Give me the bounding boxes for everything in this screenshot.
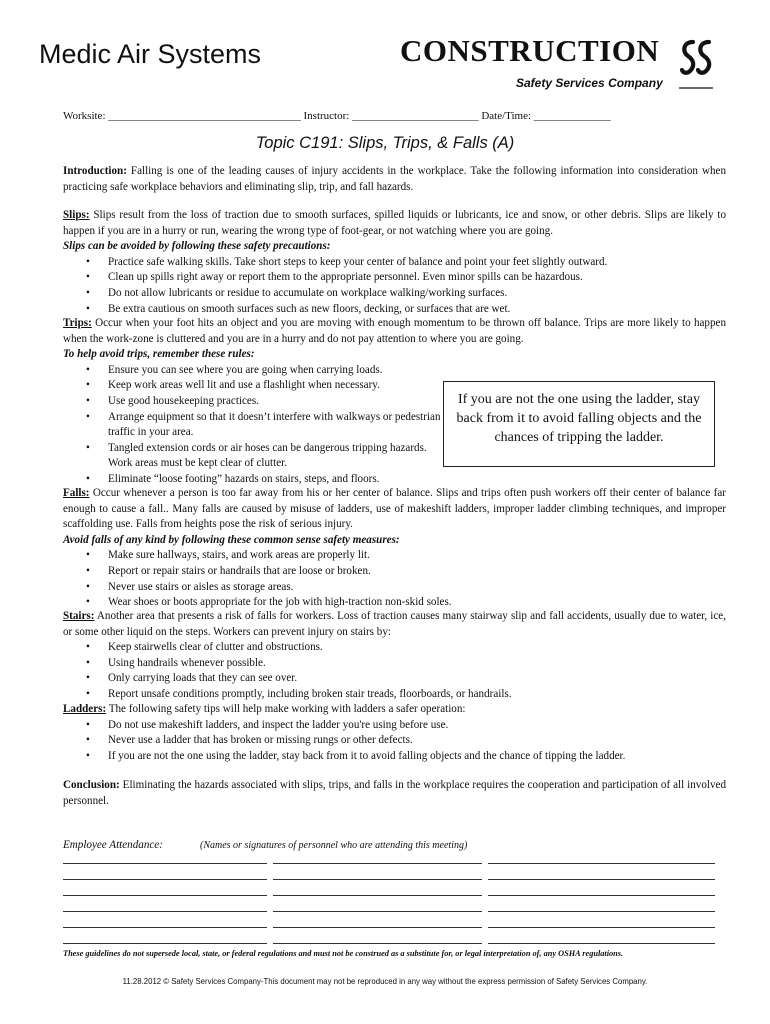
- list-item: • Do not allow lubricants or residue to accumulate on workplace walking/working surfaces.: [63, 286, 726, 302]
- company-logo: [400, 34, 728, 94]
- list-item: • Report or repair stairs or handrails that are loose or broken.: [63, 564, 726, 580]
- signature-line[interactable]: [63, 863, 267, 864]
- employee-attendance-note: (Names or signatures of personnel who are attending this meeting): [200, 840, 468, 851]
- falls-text: Occur whenever a person is too far away from his or her center of balance. Slips and trips often push workers off their center of balance far enough to cause a fall.. Many falls are caused by misuse of ladders, use of makeshift ladders, improper ladder climbing techniques, and improper scaffolding use. Falls from heights pose the risk of serious injury.: [63, 487, 726, 531]
- slips-text: Slips result from the loss of traction due to smooth surfaces, spilled liquids or lubricants, ice and snow, or other debris. Slips are likely to happen if you are in a hurry or run, wearing the wrong type of foot-gear, or not watching where you are going.: [63, 209, 726, 237]
- introduction-paragraph: [63, 164, 726, 195]
- ladder-safety-callout-box: If you are not the one using the ladder, stay back from it to avoid falling objects and the chances of tripping the ladder.: [443, 381, 715, 467]
- topic-title: Topic C191: Slips, Trips, & Falls (A): [255, 134, 515, 152]
- signature-line[interactable]: [273, 895, 482, 896]
- logo-subtitle: Safety Services Company: [516, 76, 663, 90]
- copyright-notice: 11.28.2012 © Safety Services Company-This document may not be reproduced in any way without the express permission of Safety Services Company.: [122, 977, 648, 986]
- list-item: • Using handrails whenever possible.: [63, 656, 726, 672]
- falls-subheading: Avoid falls of any kind by following these common sense safety measures:: [63, 533, 400, 546]
- list-item: • Report unsafe conditions promptly, including broken stair treads, floorboards, or handrails.: [63, 687, 726, 703]
- slips-paragraph: [63, 208, 726, 239]
- introduction-text: Falling is one of the leading causes of injury accidents in the workplace. Take the following information into consideration when practicing safe workplace behaviors and eliminating slip, trip, and fall hazards.: [63, 165, 726, 193]
- signature-line[interactable]: [63, 943, 267, 944]
- list-item: • Never use a ladder that has broken or missing rungs or other defects.: [63, 733, 726, 749]
- signature-line[interactable]: [273, 863, 482, 864]
- falls-list: [63, 548, 726, 610]
- list-item: • Keep work areas well lit and use a flashlight when necessary.: [63, 378, 441, 394]
- slips-list: [63, 255, 726, 317]
- organization-name: Medic Air Systems: [39, 39, 262, 69]
- list-item: • Clean up spills right away or report them to the appropriate personnel. Even minor spills can be hazardous.: [63, 270, 726, 286]
- list-item: • Arrange equipment so that it doesn’t interfere with walkways or pedestrian traffic in your area.: [63, 410, 441, 441]
- logo-ss-monogram-icon: [679, 36, 713, 90]
- signature-line[interactable]: [63, 911, 267, 912]
- trips-subheading: To help avoid trips, remember these rules:: [63, 348, 255, 361]
- list-item: • Use good housekeeping practices.: [63, 394, 441, 410]
- conclusion-text: Eliminating the hazards associated with slips, trips, and falls in the workplace requires the cooperation and participation of all involved personnel.: [63, 779, 726, 807]
- stairs-paragraph: [63, 609, 726, 640]
- introduction-label: Introduction:: [63, 165, 127, 177]
- list-item: • Practice safe walking skills. Take short steps to keep your center of balance and point your feet slightly outward.: [63, 255, 726, 271]
- signature-line[interactable]: [488, 943, 715, 944]
- list-item: • Do not use makeshift ladders, and inspect the ladder you're using before use.: [63, 718, 726, 734]
- list-item: • Wear shoes or boots appropriate for the job with high-traction non-skid soles.: [63, 595, 726, 611]
- stairs-section: [63, 609, 726, 703]
- falls-paragraph: [63, 486, 726, 533]
- signature-line[interactable]: [273, 943, 482, 944]
- ladders-text: The following safety tips will help make working with ladders a safer operation:: [106, 703, 466, 715]
- regulations-disclaimer: These guidelines do not supersede local, state, or federal regulations and must not be construed as a substitute for, or legal interpretation of, any OSHA regulations.: [63, 949, 624, 958]
- signature-line[interactable]: [273, 911, 482, 912]
- list-item: • Eliminate “loose footing” hazards on stairs, steps, and floors.: [63, 472, 528, 488]
- signature-line[interactable]: [488, 927, 715, 928]
- stairs-list: [63, 640, 726, 702]
- slips-subheading: Slips can be avoided by following these safety precautions:: [63, 240, 331, 253]
- ladders-list: [63, 718, 726, 765]
- trips-paragraph: [63, 316, 726, 347]
- ladders-label: Ladders:: [63, 703, 107, 715]
- signature-line[interactable]: [488, 879, 715, 880]
- ladders-section: [63, 702, 726, 764]
- signature-line[interactable]: [488, 863, 715, 864]
- signature-line[interactable]: [63, 895, 267, 896]
- signature-line[interactable]: [488, 911, 715, 912]
- logo-wordmark: CONSTRUCTION: [400, 33, 660, 68]
- falls-label: Falls:: [63, 487, 90, 499]
- signature-line[interactable]: [63, 879, 267, 880]
- list-item: • Be extra cautious on smooth surfaces such as new floors, decking, or surfaces that are wet.: [63, 302, 726, 318]
- stairs-text: Another area that presents a risk of falls for workers. Loss of traction causes many stairway slip and fall accidents, usually due to water, ice, or some other liquid on the steps. Workers can prevent injury on stairs by:: [63, 610, 726, 638]
- slips-label: Slips:: [63, 209, 90, 221]
- signature-line[interactable]: [273, 879, 482, 880]
- list-item: • Tangled extension cords or air hoses can be dangerous tripping hazards. Work areas must be kept clear of clutter.: [63, 441, 441, 472]
- conclusion-paragraph: [63, 778, 726, 809]
- list-item: • Only carrying loads that they can see over.: [63, 671, 726, 687]
- employee-attendance-heading: Employee Attendance:: [63, 839, 163, 851]
- list-item: • Keep stairwells clear of clutter and obstructions.: [63, 640, 726, 656]
- conclusion-label: Conclusion:: [63, 779, 120, 791]
- worksite-instructor-date-line: Worksite: ___________________________________ Instructor: _______________________ Date/Time: ______________: [63, 110, 611, 122]
- slips-section: [63, 208, 726, 317]
- trips-list: [63, 363, 441, 488]
- list-item: • Never use stairs or aisles as storage areas.: [63, 580, 726, 596]
- list-item: • Make sure hallways, stairs, and work areas are properly lit.: [63, 548, 726, 564]
- signature-line[interactable]: [273, 927, 482, 928]
- stairs-label: Stairs:: [63, 610, 95, 622]
- ladders-paragraph: [63, 702, 726, 718]
- list-item: • Ensure you can see where you are going when carrying loads.: [63, 363, 441, 379]
- signature-line[interactable]: [488, 895, 715, 896]
- list-item: • If you are not the one using the ladder, stay back from it to avoid falling objects and the chance of tipping the ladder.: [63, 749, 726, 765]
- signature-line[interactable]: [63, 927, 267, 928]
- trips-text: Occur when your foot hits an object and you are moving with enough momentum to be thrown off balance. Trips are more likely to happen when the work-zone is cluttered and you are in a hurry and do not pay attention to where you are going.: [63, 317, 726, 345]
- trips-label: Trips:: [63, 317, 92, 329]
- falls-section: [63, 486, 726, 611]
